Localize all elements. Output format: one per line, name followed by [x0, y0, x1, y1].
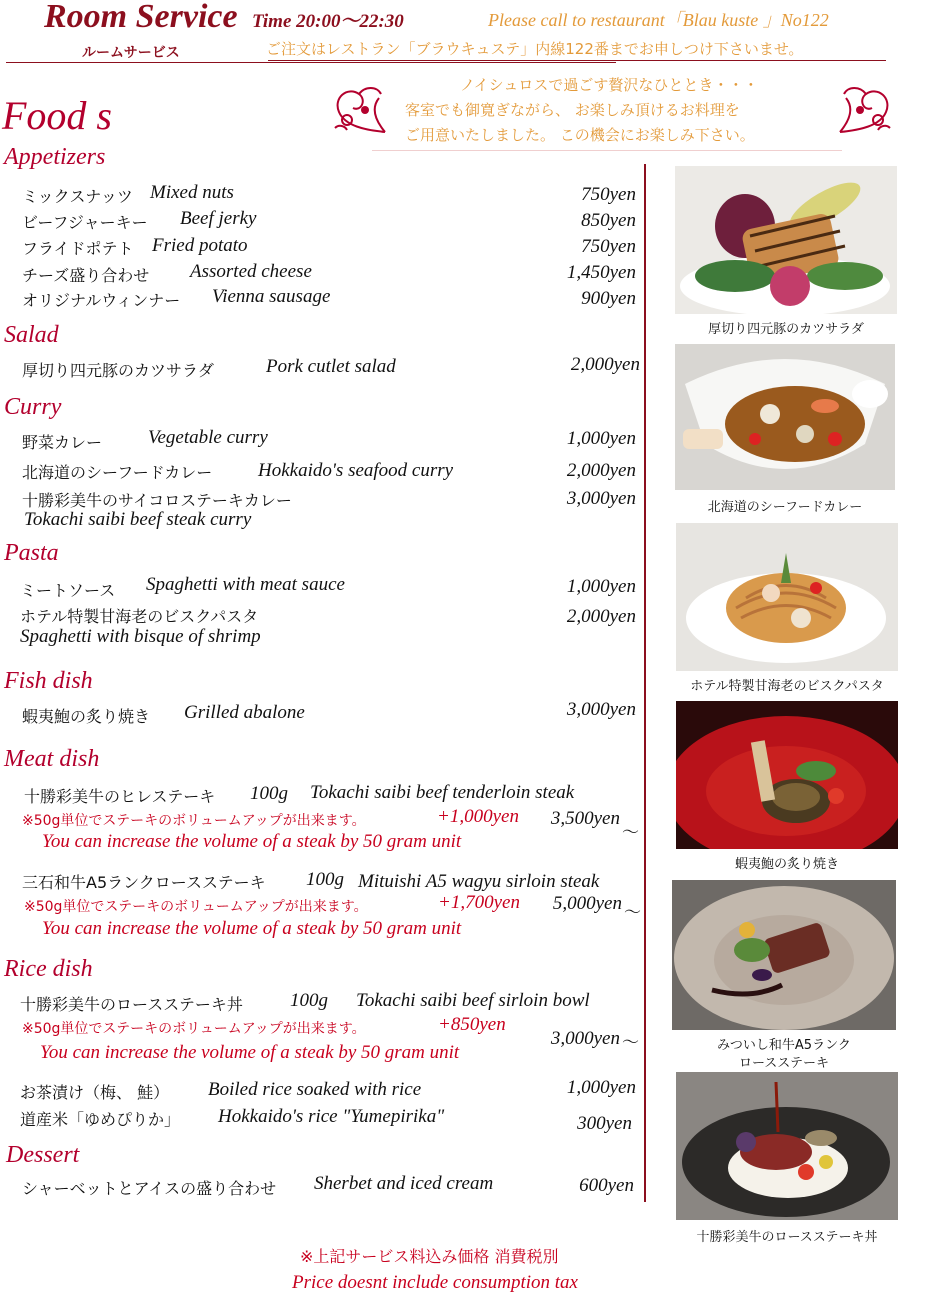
photo-grilled-abalone [676, 701, 898, 849]
photo-beef-sirloin-bowl [676, 1072, 898, 1220]
item-jp: お茶漬け（梅、 鮭） [20, 1083, 170, 1102]
item-en: Tokachi saibi beef tenderloin steak [310, 782, 575, 803]
volume-note-price: +850yen [438, 1014, 506, 1035]
item-price: 1,000yen [566, 576, 636, 597]
item-en: Pork cutlet salad [266, 356, 396, 377]
photo-shrimp-bisque-pasta [676, 523, 898, 671]
category-rice: Rice dish [4, 956, 93, 982]
right-ornament-icon [830, 80, 900, 138]
photo-caption-line-2: ロースステーキ [738, 1056, 830, 1071]
item-price: 2,000yen [570, 354, 640, 375]
item-jp: 十勝彩美牛のヒレステーキ [24, 787, 216, 806]
photo-a5-wagyu-sirloin [672, 880, 896, 1030]
volume-note-jp: ※50g単位でステーキのボリュームアップが出来ます。 [22, 813, 366, 829]
category-pasta: Pasta [4, 540, 59, 566]
item-price: 850yen [581, 210, 636, 231]
item-jp: 道産米「ゆめぴりか」 [20, 1110, 181, 1129]
volume-note-price: +1,000yen [437, 806, 519, 827]
item-price: 3,500yen [550, 808, 620, 829]
intro-line-1: ノイシュロスで過ごす贅沢なひととき・・・ [460, 76, 759, 94]
left-ornament-icon [325, 80, 395, 138]
item-weight: 100g [306, 869, 344, 890]
price-tilde: ～ [622, 1033, 639, 1053]
item-price: 600yen [579, 1175, 634, 1196]
item-price: 3,000yen [566, 488, 636, 509]
item-en: Fried potato [152, 235, 248, 256]
volume-note-jp: ※50g単位でステーキのボリュームアップが出来ます。 [24, 899, 368, 915]
call-instruction-en: Please call to restaurant「Blau kuste 」No122 [488, 10, 829, 30]
item-en: Mituishi A5 wagyu sirloin steak [358, 871, 600, 892]
volume-note-en: You can increase the volume of a steak by 50 gram unit [40, 1042, 460, 1063]
intro-underline [372, 150, 842, 151]
photo-seafood-curry [675, 344, 895, 490]
column-divider [644, 164, 646, 1202]
item-en: Hokkaido's seafood curry [258, 460, 454, 481]
item-jp: 厚切り四元豚のカツサラダ [22, 361, 214, 380]
intro-line-3: ご用意いたしました。 この機会にお楽しみ下さい。 [405, 126, 755, 144]
header-divider [6, 62, 616, 63]
service-hours: Time 20:00～22:30 [252, 11, 404, 32]
item-en: Beef jerky [180, 208, 257, 229]
tax-note-jp: ※上記サービス料込み価格 消費税別 [300, 1247, 559, 1266]
category-fish: Fish dish [4, 668, 93, 694]
foods-heading: Food s [2, 93, 112, 138]
item-en: Spaghetti with bisque of shrimp [20, 626, 261, 647]
item-price: 1,450yen [566, 262, 636, 283]
item-price: 750yen [581, 184, 636, 205]
item-jp: 北海道のシーフードカレー [22, 463, 213, 482]
item-en: Mixed nuts [150, 182, 234, 203]
price-tilde: ～ [622, 823, 639, 843]
tax-note-en: Price doesnt include consumption tax [292, 1272, 578, 1293]
item-en: Boiled rice soaked with rice [208, 1079, 422, 1100]
item-jp: 三石和牛A5ランクロースステーキ [22, 873, 266, 892]
item-jp: チーズ盛り合わせ [22, 266, 150, 285]
category-meat: Meat dish [4, 746, 100, 772]
item-weight: 100g [290, 990, 328, 1011]
item-en: Spaghetti with meat sauce [146, 574, 345, 595]
photo-caption: 蝦夷鮑の炙り焼き [734, 857, 839, 872]
item-jp: フライドポテト [22, 239, 134, 258]
photo-caption: 厚切り四元豚のカツサラダ [708, 322, 864, 337]
volume-note-en: You can increase the volume of a steak by 50 gram unit [42, 831, 462, 852]
item-en: Vegetable curry [148, 427, 268, 448]
photo-caption-line-1: みついし和牛A5ランク [717, 1038, 851, 1053]
item-en: Tokachi saibi beef sirloin bowl [356, 990, 590, 1011]
item-price: 900yen [581, 288, 636, 309]
category-dessert: Dessert [6, 1142, 80, 1168]
item-en: Grilled abalone [184, 702, 305, 723]
item-jp: ホテル特製甘海老のビスクパスタ [20, 607, 259, 626]
item-jp: 十勝彩美牛のサイコロステーキカレー [22, 491, 292, 510]
photo-pork-cutlet-salad [675, 166, 897, 314]
item-jp: ミートソース [20, 581, 116, 600]
item-en: Vienna sausage [212, 286, 331, 307]
item-price: 5,000yen [552, 893, 622, 914]
photo-caption: 十勝彩美牛のロースステーキ丼 [696, 1230, 878, 1245]
item-en: Hokkaido's rice "Yumepirika" [218, 1106, 445, 1127]
item-jp: 蝦夷鮑の炙り焼き [22, 707, 151, 726]
photo-caption: 北海道のシーフードカレー [707, 500, 863, 515]
item-jp: 十勝彩美牛のロースステーキ丼 [20, 995, 243, 1014]
item-price: 300yen [577, 1113, 632, 1134]
intro-line-2: 客室でも御寛ぎながら、 お楽しみ頂けるお料理を [405, 101, 740, 119]
header-underline [268, 60, 886, 61]
category-salad: Salad [4, 322, 59, 348]
page-subtitle-jp: ルームサービス [82, 45, 180, 61]
item-weight: 100g [250, 783, 288, 804]
item-jp: オリジナルウィンナー [22, 291, 181, 310]
item-price: 2,000yen [566, 606, 636, 627]
category-curry: Curry [4, 394, 62, 420]
price-tilde: ～ [624, 903, 641, 923]
item-price: 750yen [581, 236, 636, 257]
item-en: Sherbet and iced cream [314, 1173, 494, 1194]
item-price: 3,000yen [550, 1028, 620, 1049]
category-appetizers: Appetizers [4, 144, 106, 170]
volume-note-jp: ※50g単位でステーキのボリュームアップが出来ます。 [22, 1021, 366, 1037]
item-en: Tokachi saibi beef steak curry [24, 509, 252, 530]
volume-note-price: +1,700yen [438, 892, 520, 913]
item-price: 1,000yen [566, 1077, 636, 1098]
item-price: 2,000yen [566, 460, 636, 481]
item-jp: 野菜カレー [22, 433, 103, 452]
page-title: Room Service [44, 0, 238, 35]
item-price: 1,000yen [566, 428, 636, 449]
item-price: 3,000yen [566, 699, 636, 720]
item-en: Assorted cheese [190, 261, 312, 282]
item-jp: ミックスナッツ [22, 187, 133, 206]
volume-note-en: You can increase the volume of a steak by 50 gram unit [42, 918, 462, 939]
photo-caption: ホテル特製甘海老のビスクパスタ [690, 679, 884, 694]
item-jp: シャーベットとアイスの盛り合わせ [22, 1179, 277, 1198]
item-jp: ビーフジャーキー [22, 213, 148, 232]
call-instruction-jp: ご注文はレストラン「ブラウキュステ」内線122番までお申しつけ下さいませ。 [266, 40, 804, 58]
